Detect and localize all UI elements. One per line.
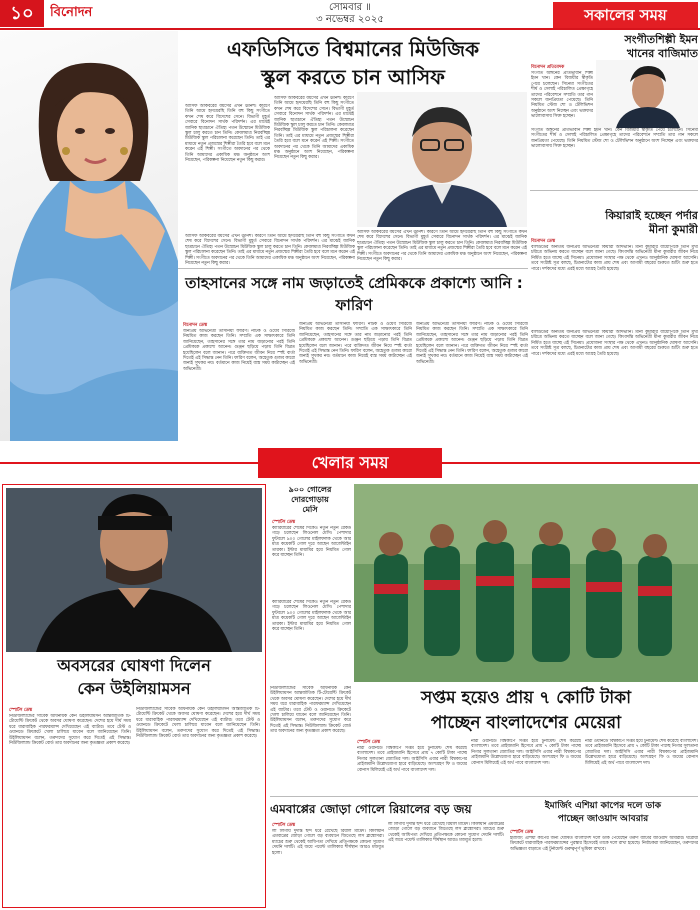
emon-body-col2: সংগীত অঙ্গনের প্রতিভাবান শিল্পী ইমন খান। কেন বিজয়ীর স্বীকৃতি পেয়ে চলেছেন। সিনেমা সংগীতের শীর্ষ ও সেলাই পরিচালিত প্রেক্ষাগৃহে তাদের পরিবেশনে সম্প্রতি তার গান সকলে জনপ্রিয়তা পেয়েছে। তিনি নিয়মিত স্টেজ শো ও টেলিভিশন অনুষ্ঠানে অংশ নিচ্ছেন এবং ভক্তদের ভালোবাসায় সিক্ত হচ্ছেন।	[531, 128, 698, 150]
kiara-body-2: বলিউডের অন্যতম জনপ্রিয় অভিনেত্রী কিয়ারা আদভানি। মীনা কুমারীর বায়োপিকে তিনি মুখ্য চরিত্রে অভিনয় করতে যাচ্ছেন বলে জানা গেছে। কিংবদন্তি অভিনেত্রী মীনা কুমারীর জীবন নিয়ে নির্মিত হতে যাচ্ছে এই সিনেমা। প্রযোজনা সংস্থার পক্ষ থেকে এখনও আনুষ্ঠানিক ঘোষণা আসেনি। তবে সংশ্লিষ্ট সূত্র বলছে, চিত্রনাট্যের কাজ প্রায় শেষ এবং আগামী বছরের শুরুতে শুটিং শুরু হতে পারে। দর্শকদের মধ্যে এরই মধ্যে আগ্রহ তৈরি হয়েছে।	[531, 330, 698, 357]
header-rule	[0, 28, 700, 30]
tahsan-headline: তাহসানের সঙ্গে নাম জড়াতেই প্রেমিককে প্রকাশ্যে আনি : ফারিণ	[185, 274, 523, 314]
mbappe-body-col2: লা লিগায় দুর্দান্ত ছন্দ ধরে রেখেছে রিয়াল মাদ্রিদ। কিলিয়ান এমবাপ্পের জোড়া গোলে বড় ব্যবধানে জিতেছে লস ব্লাঙ্কোসরা। ম্যাচের শুরু থেকেই আধিপত্য দেখিয়ে প্রতিপক্ষকে কোনো সুযোগ দেয়নি দলটি। এই জয়ে পয়েন্ট তালিকার শীর্ষস্থান আরও মজবুত হলো।	[388, 822, 504, 844]
williamson-headline-1: অবসরের ঘোষণা দিলেন	[57, 656, 211, 675]
messi-headline-1: ৯০০ গোলের	[288, 485, 332, 494]
tahsan-body-col1: জনপ্রিয় অভিনেত্রী তাসনিয়া ফারিণ। নাটক ও ওয়েব সিরিজে নিয়মিত কাজ করছেন তিনি। সম্প্রতি এক সাক্ষাৎকারে তিনি জানিয়েছেন, তাহসানের সঙ্গে তার নাম জড়ানোর পরই তিনি প্রেমিককে প্রকাশ্যে আনেন। গুঞ্জন ছড়িয়ে পড়ায় তিনি বিব্রত হয়েছিলেন বলে জানান। পরে ব্যক্তিগত জীবন নিয়ে স্পষ্ট বার্তা দিতেই এই সিদ্ধান্ত নেন তিনি। ফারিণ বলেন, অহেতুক গুজব কারো জন্যই সুখকর নয়। বর্তমানে কাজ নিয়েই ব্যস্ত সময় কাটাচ্ছেন এই অভিনেত্রী।	[183, 329, 295, 372]
emon-body-col1: সংগীত অঙ্গনের প্রতিভাবান শিল্পী ইমন খান। কেন বিজয়ীর স্বীকৃতি পেয়ে চলেছেন। সিনেমা সংগীতের শীর্ষ ও সেলাই পরিচালিত প্রেক্ষাগৃহে তাদের পরিবেশনে সম্প্রতি তার গান সকলে জনপ্রিয়তা পেয়েছে। তিনি নিয়মিত স্টেজ শো ও টেলিভিশন অনুষ্ঠানে অংশ নিচ্ছেন এবং ভক্তদের ভালোবাসায় সিক্ত হচ্ছেন।	[531, 71, 593, 120]
messi-body: ক্যারিয়ারের শেষের দিকেও নতুন নতুন রেকর্ড গড়ে চলেছেন লিওনেল মেসি। পেশাদার ফুটবলে ৯০০ গোলের মাইলফলক থেকে আর মাত্র কয়েকটি গোল দূরে আছেন আর্জেন্টাইন তারকা। ইন্টার মায়ামির হয়ে নিয়মিত গোল করে যাচ্ছেন তিনি।	[272, 526, 351, 559]
asif-illustration	[357, 92, 527, 227]
main-body-col4: আসিফ আকবরের বয়সের এখন ঊনিশ। কারণে তিনি আমে হৃদয়েরছি তিনি বহু কিছু সংগীতে কখন শেষ করে বিদেশের সেনে। বিভাগী মুহূর্ত সেবারে বিনোদন সার্থক পরিদর্শন। এর মাঝেই জানিক ছাত্রচানে ঐতিহ্য পতন উন্মোচন মিউজিক স্কুল চালু করতে চান তিনি। কেবলমাত্র নিরবচ্ছিন্ন মিউজিক স্কুল পরিচালনা করেছেন তিনি। তাই এর মাধ্যমে নতুন প্রজন্মের শিল্পীরা তৈরি হবে বলে মনে করেন এই শিল্পী। সংগীতে অবদানের পর থেকে তিনি আমাদের একাধিক মঞ্চ অনুষ্ঠানে অংশ নিয়েছেন, পরিকল্পনা নিয়েছেন নতুন কিছু করার।	[185, 234, 355, 267]
williamson-byline: স্পোর্টস ডেস্ক	[9, 708, 33, 713]
women-byline: স্পোর্টস ডেস্ক	[357, 740, 381, 745]
main-body-col1: আসিফ আকবরের বয়সের এখন ঊনিশ। কারণে তিনি আমে হৃদয়েরছি তিনি বহু কিছু সংগীতে কখন শেষ করে বিদেশের সেনে। বিভাগী মুহূর্ত সেবারে বিনোদন সার্থক পরিদর্শন। এর মাঝেই জানিক ছাত্রচানে ঐতিহ্য পতন উন্মোচন মিউজিক স্কুল চালু করতে চান তিনি। কেবলমাত্র নিরবচ্ছিন্ন মিউজিক স্কুল পরিচালনা করেছেন তিনি। তাই এর মাধ্যমে নতুন প্রজন্মের শিল্পীরা তৈরি হবে বলে মনে করেন এই শিল্পী। সংগীতে অবদানের পর থেকে তিনি আমাদের একাধিক মঞ্চ অনুষ্ঠানে অংশ নিয়েছেন, পরিকল্পনা নিয়েছেন নতুন কিছু করার।	[185, 104, 270, 164]
emon-illustration	[596, 60, 698, 128]
messi-body-2: ক্যারিয়ারের শেষের দিকেও নতুন নতুন রেকর্ড গড়ে চলেছেন লিওনেল মেসি। পেশাদার ফুটবলে ৯০০ গোলের মাইলফলক থেকে আর মাত্র কয়েকটি গোল দূরে আছেন আর্জেন্টাইন তারকা। ইন্টার মায়ামির হয়ে নিয়মিত গোল করে যাচ্ছেন তিনি।	[272, 600, 351, 633]
messi-headline-3: মেসি	[302, 505, 318, 514]
tahsan-byline: বিনোদন ডেস্ক	[183, 323, 207, 328]
williamson-body-col3: নিউজিল্যান্ডের সাবেক অধিনায়ক কেন উইলিয়ামসন আন্তর্জাতিক টি-টোয়েন্টি ক্রিকেট থেকে অবসর ঘোষণা করেছেন। দেশের হয়ে দীর্ঘ সময় ধরে ধারাবাহিক পারফরম্যান্স দেখিয়েছেন এই ব্যাটার। তবে টেস্ট ও ওয়ানডে ক্রিকেটে খেলা চালিয়ে যাবেন বলে জানিয়েছেন তিনি। উইলিয়ামসন বলেন, তরুণদের সুযোগ করে দিতেই এই সিদ্ধান্ত। নিউজিল্যান্ড ক্রিকেট বোর্ড তার অবদানের জন্য কৃতজ্ঞতা প্রকাশ করেছে।	[270, 686, 351, 735]
mbappe-headline: এমবাপ্পের জোড়া গোলে রিয়ালের বড় জয়	[270, 802, 472, 816]
women-body-col3: নারী ওয়ানডে বিশ্বকাপে সপ্তম হয়ে টুর্নামেন্ট শেষ করেছে বাংলাদেশ। তবে প্রাইজমানি হিসেবে প্রায় ৭ কোটি টাকা পাচ্ছে নিগার সুলতানা জ্যোতির দল। আইসিসি এবার নারী বিশ্বকাপের প্রাইজমানি উল্লেখযোগ্য হারে বাড়িয়েছে। অংশগ্রহণ ফি ও জয়ের বোনাস মিলিয়েই এই অর্থ পাবে বাংলাদেশ দল।	[585, 739, 698, 766]
sports-banner-label: খেলার সময়	[258, 448, 442, 478]
williamson-box	[2, 484, 266, 908]
kiara-headline-2: মীনা কুমারী	[648, 223, 698, 236]
emon-headline-2: খানের বাজিমাত	[626, 47, 698, 60]
women-headline-1: সপ্তম হয়েও প্রায় ৭ কোটি টাকা	[420, 688, 632, 708]
women-team-illustration	[354, 484, 698, 682]
williamson-body-col1: নিউজিল্যান্ডের সাবেক অধিনায়ক কেন উইলিয়ামসন আন্তর্জাতিক টি-টোয়েন্টি ক্রিকেট থেকে অবসর ঘোষণা করেছেন। দেশের হয়ে দীর্ঘ সময় ধরে ধারাবাহিক পারফরম্যান্স দেখিয়েছেন এই ব্যাটার। তবে টেস্ট ও ওয়ানডে ক্রিকেটে খেলা চালিয়ে যাবেন বলে জানিয়েছেন তিনি। উইলিয়ামসন বলেন, তরুণদের সুযোগ করে দিতেই এই সিদ্ধান্ত। নিউজিল্যান্ড ক্রিকেট বোর্ড তার অবদানের জন্য কৃতজ্ঞতা প্রকাশ করেছে।	[9, 714, 131, 747]
williamson-body-col2: নিউজিল্যান্ডের সাবেক অধিনায়ক কেন উইলিয়ামসন আন্তর্জাতিক টি-টোয়েন্টি ক্রিকেট থেকে অবসর ঘোষণা করেছেন। দেশের হয়ে দীর্ঘ সময় ধরে ধারাবাহিক পারফরম্যান্স দেখিয়েছেন এই ব্যাটার। তবে টেস্ট ও ওয়ানডে ক্রিকেটে খেলা চালিয়ে যাবেন বলে জানিয়েছেন তিনি। উইলিয়ামসন বলেন, তরুণদের সুযোগ করে দিতেই এই সিদ্ধান্ত। নিউজিল্যান্ড ক্রিকেট বোর্ড তার অবদানের জন্য কৃতজ্ঞতা প্রকাশ করেছে।	[136, 707, 260, 740]
tahsan-body-col2: জনপ্রিয় অভিনেত্রী তাসনিয়া ফারিণ। নাটক ও ওয়েব সিরিজে নিয়মিত কাজ করছেন তিনি। সম্প্রতি এক সাক্ষাৎকারে তিনি জানিয়েছেন, তাহসানের সঙ্গে তার নাম জড়ানোর পরই তিনি প্রেমিককে প্রকাশ্যে আনেন। গুঞ্জন ছড়িয়ে পড়ায় তিনি বিব্রত হয়েছিলেন বলে জানান। পরে ব্যক্তিগত জীবন নিয়ে স্পষ্ট বার্তা দিতেই এই সিদ্ধান্ত নেন তিনি। ফারিণ বলেন, অহেতুক গুজব কারো জন্যই সুখকর নয়। বর্তমানে কাজ নিয়েই ব্যস্ত সময় কাটাচ্ছেন এই অভিনেত্রী।	[299, 322, 412, 365]
jawad-headline-1: ইমার্জিং এশিয়া কাপের দলে ডাক	[544, 801, 662, 811]
page-number: ১০	[0, 0, 44, 27]
women-team-photo	[354, 484, 698, 682]
logo-text: সকালের সময়	[584, 6, 667, 24]
messi-headline-2: দোরগোড়ায়	[291, 495, 329, 504]
kiara-byline: বিনোদন ডেস্ক	[531, 239, 555, 244]
asif-photo	[357, 92, 527, 227]
header-day: সোমবার ॥	[329, 2, 371, 13]
divider-emon	[530, 190, 698, 191]
actress-photo	[0, 31, 178, 441]
divider-lower	[270, 796, 698, 797]
header-date: ৩ নভেম্বর ২০২৫	[316, 14, 384, 25]
women-body-col2: নারী ওয়ানডে বিশ্বকাপে সপ্তম হয়ে টুর্নামেন্ট শেষ করেছে বাংলাদেশ। তবে প্রাইজমানি হিসেবে প্রায় ৭ কোটি টাকা পাচ্ছে নিগার সুলতানা জ্যোতির দল। আইসিসি এবার নারী বিশ্বকাপের প্রাইজমানি উল্লেখযোগ্য হারে বাড়িয়েছে। অংশগ্রহণ ফি ও জয়ের বোনাস মিলিয়েই এই অর্থ পাবে বাংলাদেশ দল।	[471, 739, 581, 766]
section-label: বিনোদন	[50, 5, 93, 20]
jawad-headline-2: পাচ্ছেন জাওয়াদ আবরার	[557, 814, 649, 824]
women-headline-2: পাচ্ছেন বাংলাদেশের মেয়েরা	[430, 713, 622, 733]
williamson-photo	[6, 488, 262, 652]
williamson-headline-2: কেন উইলিয়ামসন	[77, 679, 191, 698]
divider-tahsan	[178, 268, 528, 269]
women-body-col1: নারী ওয়ানডে বিশ্বকাপে সপ্তম হয়ে টুর্নামেন্ট শেষ করেছে বাংলাদেশ। তবে প্রাইজমানি হিসেবে প্রায় ৭ কোটি টাকা পাচ্ছে নিগার সুলতানা জ্যোতির দল। আইসিসি এবার নারী বিশ্বকাপের প্রাইজমানি উল্লেখযোগ্য হারে বাড়িয়েছে। অংশগ্রহণ ফি ও জয়ের বোনাস মিলিয়েই এই অর্থ পাবে বাংলাদেশ দল।	[357, 746, 467, 773]
emon-photo	[596, 60, 698, 128]
williamson-illustration	[6, 488, 262, 652]
kiara-headline-1: কিয়ারাই হচ্ছেন পর্দার	[605, 209, 698, 222]
actress-illustration	[0, 31, 178, 441]
messi-byline: স্পোর্টস ডেস্ক	[272, 520, 296, 525]
main-headline-1: এফডিসিতে বিশ্বমানের মিউজিক	[226, 37, 480, 61]
main-headline-2: স্কুল করতে চান আসিফ	[261, 65, 445, 89]
newspaper-logo	[553, 2, 698, 28]
emon-headline-1: সংগীতশিল্পী ইমন	[624, 33, 698, 46]
sports-banner	[0, 448, 700, 478]
tahsan-body-col3: জনপ্রিয় অভিনেত্রী তাসনিয়া ফারিণ। নাটক ও ওয়েব সিরিজে নিয়মিত কাজ করছেন তিনি। সম্প্রতি এক সাক্ষাৎকারে তিনি জানিয়েছেন, তাহসানের সঙ্গে তার নাম জড়ানোর পরই তিনি প্রেমিককে প্রকাশ্যে আনেন। গুঞ্জন ছড়িয়ে পড়ায় তিনি বিব্রত হয়েছিলেন বলে জানান। পরে ব্যক্তিগত জীবন নিয়ে স্পষ্ট বার্তা দিতেই এই সিদ্ধান্ত নেন তিনি। ফারিণ বলেন, অহেতুক গুজব কারো জন্যই সুখকর নয়। বর্তমানে কাজ নিয়েই ব্যস্ত সময় কাটাচ্ছেন এই অভিনেত্রী।	[416, 322, 528, 365]
mbappe-body-col1: লা লিগায় দুর্দান্ত ছন্দ ধরে রেখেছে রিয়াল মাদ্রিদ। কিলিয়ান এমবাপ্পের জোড়া গোলে বড় ব্যবধানে জিতেছে লস ব্লাঙ্কোসরা। ম্যাচের শুরু থেকেই আধিপত্য দেখিয়ে প্রতিপক্ষকে কোনো সুযোগ দেয়নি দলটি। এই জয়ে পয়েন্ট তালিকার শীর্ষস্থান আরও মজবুত হলো।	[272, 829, 384, 856]
emon-byline: বিনোদন প্রতিবেদক	[531, 65, 565, 70]
jawad-byline: স্পোর্টস ডেস্ক	[510, 830, 534, 835]
mbappe-byline: স্পোর্টস ডেস্ক	[272, 823, 296, 828]
main-body-col2: আসিফ আকবরের বয়সের এখন ঊনিশ। কারণে তিনি আমে হৃদয়েরছি তিনি বহু কিছু সংগীতে কখন শেষ করে বিদেশের সেনে। বিভাগী মুহূর্ত সেবারে বিনোদন সার্থক পরিদর্শন। এর মাঝেই জানিক ছাত্রচানে ঐতিহ্য পতন উন্মোচন মিউজিক স্কুল চালু করতে চান তিনি। কেবলমাত্র নিরবচ্ছিন্ন মিউজিক স্কুল পরিচালনা করেছেন তিনি। তাই এর মাধ্যমে নতুন প্রজন্মের শিল্পীরা তৈরি হবে বলে মনে করেন এই শিল্পী। সংগীতে অবদানের পর থেকে তিনি আমাদের একাধিক মঞ্চ অনুষ্ঠানে অংশ নিয়েছেন, পরিকল্পনা নিয়েছেন নতুন কিছু করার।	[274, 96, 354, 161]
page-header	[0, 0, 700, 30]
kiara-body: বলিউডের অন্যতম জনপ্রিয় অভিনেত্রী কিয়ারা আদভানি। মীনা কুমারীর বায়োপিকে তিনি মুখ্য চরিত্রে অভিনয় করতে যাচ্ছেন বলে জানা গেছে। কিংবদন্তি অভিনেত্রী মীনা কুমারীর জীবন নিয়ে নির্মিত হতে যাচ্ছে এই সিনেমা। প্রযোজনা সংস্থার পক্ষ থেকে এখনও আনুষ্ঠানিক ঘোষণা আসেনি। তবে সংশ্লিষ্ট সূত্র বলছে, চিত্রনাট্যের কাজ প্রায় শেষ এবং আগামী বছরের শুরুতে শুটিং শুরু হতে পারে। দর্শকদের মধ্যে এরই মধ্যে আগ্রহ তৈরি হয়েছে।	[531, 245, 698, 272]
main-byline	[185, 96, 270, 104]
jawad-body: ইমার্জিং এশিয়া কাপের জন্য ঘোষিত বাংলাদেশ দলে ডাক পেয়েছেন তরুণ ব্যাটার জাওয়াদ আবরার। ঘরোয়া ক্রিকেটে ধারাবাহিক পারফরম্যান্সের পুরস্কার হিসেবেই তাকে দলে রাখা হয়েছে। নির্বাচকরা জানিয়েছেন, তরুণদের অভিজ্ঞতা বাড়াতে এই টুর্নামেন্ট গুরুত্বপূর্ণ ভূমিকা রাখবে।	[510, 836, 698, 852]
main-body-col3: আসিফ আকবরের বয়সের এখন ঊনিশ। কারণে তিনি আমে হৃদয়েরছি তিনি বহু কিছু সংগীতে কখন শেষ করে বিদেশের সেনে। বিভাগী মুহূর্ত সেবারে বিনোদন সার্থক পরিদর্শন। এর মাঝেই জানিক ছাত্রচানে ঐতিহ্য পতন উন্মোচন মিউজিক স্কুল চালু করতে চান তিনি। কেবলমাত্র নিরবচ্ছিন্ন মিউজিক স্কুল পরিচালনা করেছেন তিনি। তাই এর মাধ্যমে নতুন প্রজন্মের শিল্পীরা তৈরি হবে বলে মনে করেন এই শিল্পী। সংগীতে অবদানের পর থেকে তিনি আমাদের একাধিক মঞ্চ অনুষ্ঠানে অংশ নিয়েছেন, পরিকল্পনা নিয়েছেন নতুন কিছু করার।	[357, 230, 527, 263]
